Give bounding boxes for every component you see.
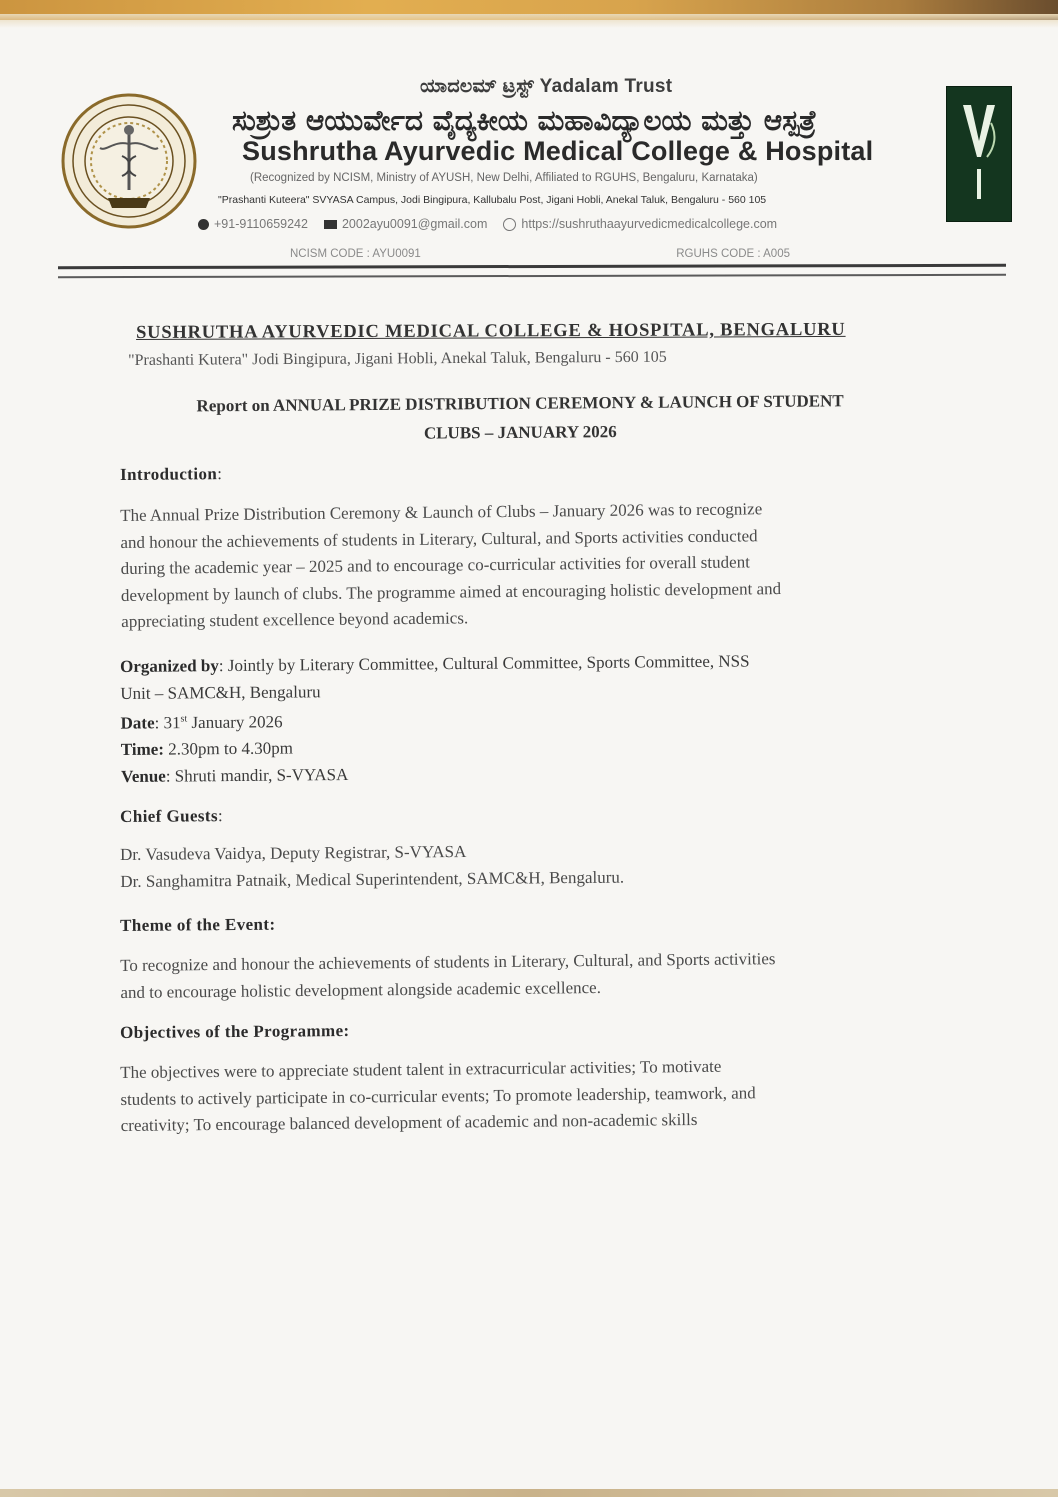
- document-title: SUSHRUTHA AYURVEDIC MEDICAL COLLEGE & HOSPITAL, BENGALURU: [136, 319, 846, 343]
- time-label: Time:: [120, 739, 165, 760]
- introduction-colon: :: [217, 464, 223, 484]
- organized-by-label: Organized by: [120, 656, 219, 676]
- header-rule-thick: [58, 264, 1006, 269]
- side-logo-icon: [946, 86, 1012, 222]
- objectives-paragraph: [120, 1052, 901, 1140]
- intro-line: during the academic year – 2025 and to encourage co-curricular activities for overall student: [120, 552, 750, 578]
- theme-line: To recognize and honour the achievements of students in Literary, Cultural, and Sports activities: [120, 949, 776, 975]
- intro-line: The Annual Prize Distribution Ceremony & Launch of Clubs – January 2026 was to recognize: [120, 499, 763, 525]
- college-seal-icon: [60, 92, 198, 230]
- objectives-heading: [120, 1013, 920, 1046]
- college-name-kannada: ಸುಶ್ರುತ ಆಯುರ್ವೇದ ವೈದ್ಯಕೀಯ ಮಹಾವಿದ್ಯಾಲಯ ಮತ್ತು ಆಸ್ಪತ್ರೆ: [232, 104, 817, 137]
- organized-by-continued: Unit – SAMC&H, Bengaluru: [120, 681, 321, 703]
- report-title: [120, 386, 920, 450]
- envelope-icon: [324, 220, 337, 229]
- intro-line: and honour the achievements of students in Literary, Cultural, and Sports activities conducted: [120, 525, 758, 552]
- organized-by-value: : Jointly by Literary Committee, Cultural Committee, Sports Committee, NSS: [218, 651, 750, 676]
- ncism-code: NCISM CODE : AYU0091: [290, 248, 421, 260]
- chief-guest-item: Dr. Sanghamitra Patnaik, Medical Superintendent, SAMC&H, Bengaluru.: [120, 867, 625, 891]
- phone-number: +91-9110659242: [214, 217, 308, 231]
- date-month-year: January 2026: [187, 712, 283, 733]
- institution-codes: [290, 248, 790, 260]
- website-url: https://sushruthaayurvedicmedicalcollege.com: [521, 217, 778, 231]
- theme-heading: [120, 906, 920, 939]
- chief-guests-list: [120, 835, 920, 895]
- introduction-paragraph: [120, 495, 921, 636]
- recognition-line: (Recognized by NCISM, Ministry of AYUSH, New Delhi, Affiliated to RGUHS, Bengaluru, Karnataka): [250, 172, 758, 184]
- chief-guests-heading-text: Chief Guests: [120, 806, 219, 826]
- intro-line: appreciating student excellence beyond academics.: [121, 608, 469, 631]
- page-bottom-edge: [0, 1489, 1058, 1497]
- event-details: [120, 647, 921, 790]
- trust-name: ಯಾದಲಮ್ ಟ್ರಸ್ಟ್ Yadalam Trust: [420, 76, 673, 97]
- introduction-heading-text: Introduction: [120, 464, 218, 484]
- letterhead-address: "Prashanti Kuteera" SVYASA Campus, Jodi Bingipura, Kallubalu Post, Jigani Hobli, Anekal Taluk, Bengaluru - 560 105: [218, 194, 767, 206]
- chief-guests-heading: [120, 797, 920, 830]
- objectives-line: The objectives were to appreciate student talent in extracurricular activities; To motivate: [120, 1056, 722, 1082]
- objectives-line: creativity; To encourage balanced development of academic and non-academic skills: [120, 1109, 698, 1135]
- introduction-heading: [120, 455, 920, 488]
- phone-icon: [198, 219, 209, 230]
- objectives-heading-text: Objectives of the Programme:: [120, 1020, 350, 1042]
- page-top-shadow: [0, 14, 1058, 28]
- report-title-line-2: CLUBS – JANUARY 2026: [423, 422, 617, 443]
- email-contact: [324, 217, 487, 231]
- time-value: 2.30pm to 4.30pm: [163, 738, 293, 759]
- contact-line: [198, 217, 928, 231]
- objectives-line: students to actively participate in co-curricular events; To promote leadership, teamwork, and: [120, 1082, 756, 1109]
- phone-contact: [198, 217, 308, 231]
- report-title-line-1: Report on ANNUAL PRIZE DISTRIBUTION CEREMONY & LAUNCH OF STUDENT: [196, 391, 844, 416]
- intro-line: development by launch of clubs. The programme aimed at encouraging holistic development and: [120, 578, 782, 605]
- header-rule-thin: [58, 274, 1006, 278]
- venue-label: Venue: [120, 766, 166, 786]
- theme-heading-text: Theme of the Event:: [120, 914, 276, 935]
- chief-guest-item: Dr. Vasudeva Vaidya, Deputy Registrar, S-VYASA: [120, 841, 467, 864]
- website-contact: [503, 217, 777, 231]
- document-address: "Prashanti Kutera" Jodi Bingipura, Jigani Hobli, Anekal Taluk, Bengaluru - 560 105: [128, 348, 667, 369]
- email-address: 2002ayu0091@gmail.com: [341, 217, 488, 231]
- date-ordinal: st: [180, 713, 188, 725]
- chief-guests-colon: :: [217, 806, 223, 826]
- date-value: : 31: [154, 713, 181, 733]
- theme-line: and to encourage holistic development alongside academic excellence.: [120, 977, 601, 1002]
- rguhs-code: RGUHS CODE : A005: [676, 248, 790, 260]
- college-name: Sushrutha Ayurvedic Medical College & Hospital: [242, 136, 874, 166]
- globe-icon: [503, 218, 516, 231]
- date-label: Date: [120, 713, 155, 733]
- venue-value: : Shruti mandir, S-VYASA: [165, 764, 349, 786]
- theme-paragraph: [120, 945, 921, 1006]
